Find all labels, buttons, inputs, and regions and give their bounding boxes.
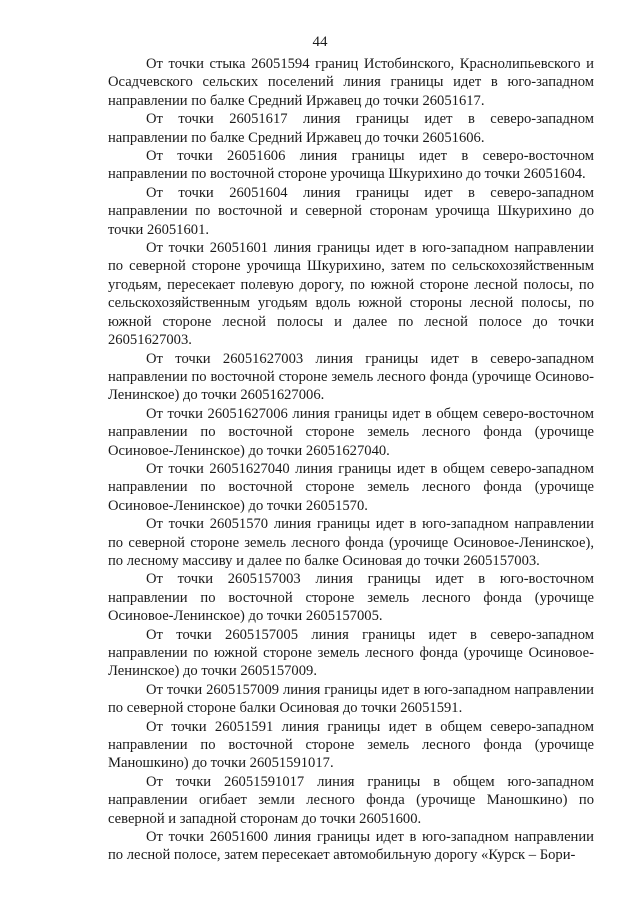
paragraph: От точки 2605157005 линия границы идет в северо-западном направлении по южной стороне земель лесного фонда (урочище Осиновое-Ленинское) до точки 2605157009.	[108, 626, 594, 680]
paragraph: От точки 26051570 линия границы идет в юго-западном направлении по северной стороне земель лесного фонда (урочище Осиновое-Ленинское), по лесному массиву и далее по балке Осиновая до точки 2605157003.	[108, 516, 594, 569]
paragraph: От точки 2605157003 линия границы идет в юго-восточном направлении по восточной стороне земель лесного фонда (урочище Осиновое-Ленинское) до точки 2605157005.	[108, 571, 594, 625]
page-number: 44	[312, 34, 328, 50]
paragraph: От точки 26051627040 линия границы идет в общем северо-западном направлении по восточной стороне земель лесного фонда (урочище Осиновое-Ленинское) до точки 26051570.	[108, 460, 594, 514]
body-text	[108, 55, 594, 865]
paragraph: От точки 26051627003 линия границы идет в северо-западном направлении по восточной стороне земель лесного фонда (урочище Осиново-Ленинское) до точки 26051627006.	[108, 350, 594, 404]
paragraph: От точки 26051617 линия границы идет в северо-западном направлении по балке Средний Иржавец до точки 26051606.	[108, 111, 594, 146]
paragraph: От точки 26051591 линия границы идет в общем северо-западном направлении по восточной стороне земель лесного фонда (урочище Маношкино) до точки 26051591017.	[108, 718, 594, 772]
paragraph: От точки 26051601 линия границы идет в юго-западном направлении по северной стороне урочища Шкурихино, затем по сельскохозяйственным угодьям, пересекает полевую дорогу, по южной стороне лесной полосы, по сельскохозяйственным угодьям вдоль южной стороны лесной полосы, по южной стороне лесной полосы и далее по лесной полосе до точки 26051627003.	[108, 240, 594, 349]
paragraph: От точки 26051627006 линия границы идет в общем северо-восточном направлении по восточной стороне земель лесного фонда (урочище Осиновое-Ленинское) до точки 26051627040.	[108, 405, 594, 459]
paragraph: От точки 26051600 линия границы идет в юго-западном направлении по лесной полосе, затем пересекает автомобильную дорогу «Курск – Бори-	[108, 829, 594, 864]
paragraph: От точки 26051604 линия границы идет в северо-западном направлении по восточной и северной сторонам урочища Шкурихино до точки 26051601.	[108, 184, 594, 238]
paragraph: От точки 2605157009 линия границы идет в юго-западном направлении по северной стороне балки Осиновая до точки 26051591.	[108, 681, 594, 717]
paragraph: От точки 26051606 линия границы идет в северо-восточном направлении по восточной стороне урочища Шкурихино до точки 26051604.	[108, 148, 594, 183]
paragraph: От точки стыка 26051594 границ Истобинского, Краснолипьевского и Осадчевского сельских поселений линия границы идет в юго-западном направлении по балке Средний Иржавец до точки 26051617.	[108, 56, 594, 109]
paragraph: От точки 26051591017 линия границы в общем юго-западном направлении огибает земли лесного фонда (урочище Маношкино) по северной и западной сторонам до точки 26051600.	[108, 773, 594, 827]
